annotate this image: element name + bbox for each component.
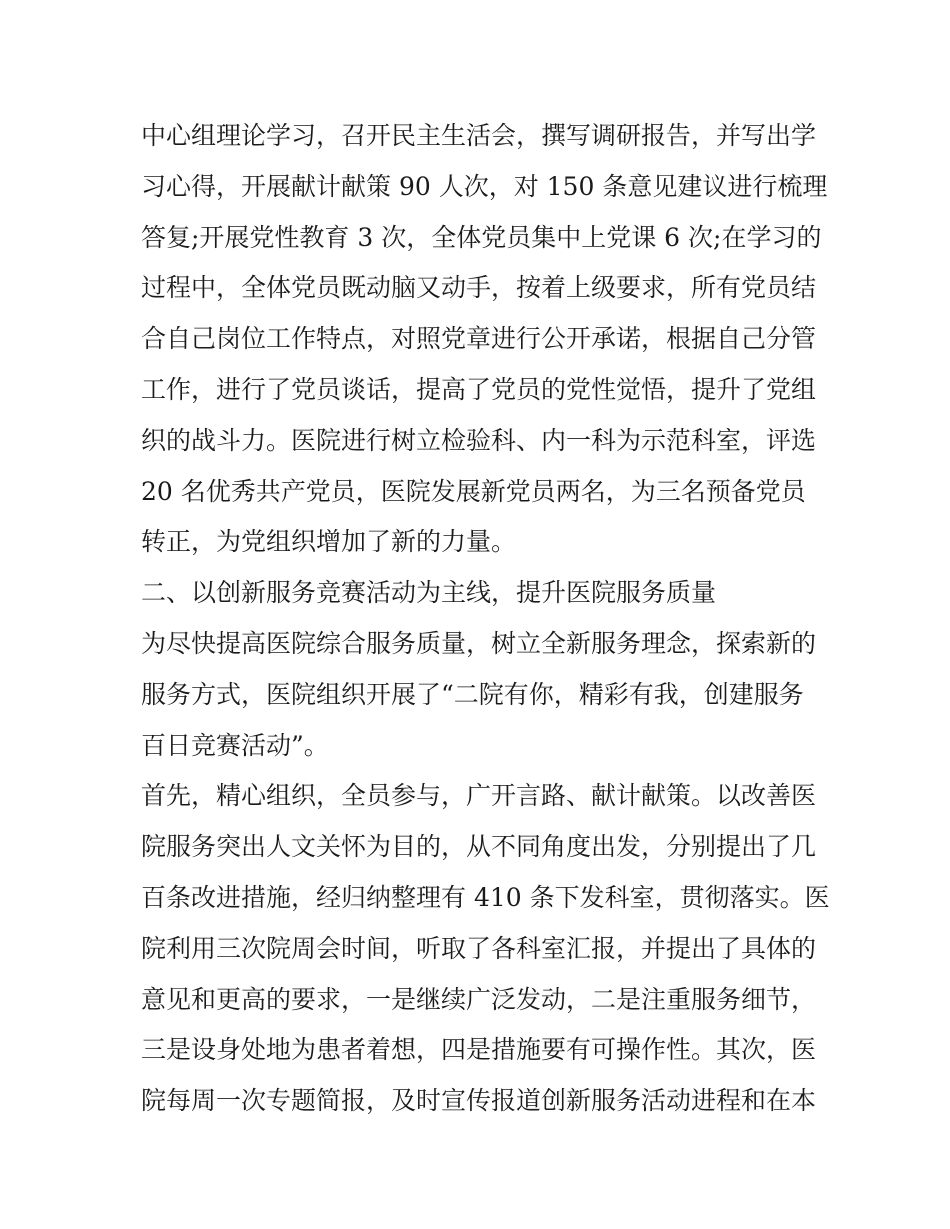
text-line: 习心得，开展献计献策 90 人次，对 150 条意见建议进行梳理 [141,171,828,201]
text-line: 过程中，全体党员既动脑又动手，按着上级要求，所有党员结 [141,273,817,303]
text-line: 工作，进行了党员谈话，提高了党员的党性觉悟，提升了党组 [141,374,817,404]
text-line: 院每周一次专题简报，及时宣传报道创新服务活动进程和在本 [141,1086,817,1116]
text-line: 三是设身处地为患者着想，四是措施要有可操作性。其次，医 [141,1035,817,1065]
text-line: 织的战斗力。医院进行树立检验科、内一科为示范科室，评选 [141,425,817,455]
text-line: 院服务突出人文关怀为目的，从不同角度出发，分别提出了几 [141,832,817,862]
text-line: 合自己岗位工作特点，对照党章进行公开承诺，根据自己分管 [141,324,817,354]
text-line: 为尽快提高医院综合服务质量，树立全新服务理念，探索新的 [141,628,817,658]
text-line: 百日竞赛活动”。 [141,730,329,760]
text-line: 中心组理论学习，召开民主生活会，撰写调研报告，并写出学 [141,121,817,150]
document-body [141,111,830,1127]
section-heading: 二、以创新服务竞赛活动为主线，提升医院服务质量 [141,578,717,608]
text-line: 答复;开展党性教育 3 次，全体党员集中上党课 6 次;在学习的 [141,222,822,252]
text-line: 首先，精心组织，全员参与，广开言路、献计献策。以改善医 [141,781,817,811]
text-line: 院利用三次院周会时间，听取了各科室汇报，并提出了具体的 [141,933,817,963]
text-line: 服务方式，医院组织开展了“二院有你，精彩有我，创建服务 [141,679,804,709]
text-line: 百条改进措施，经归纳整理有 410 条下发科室，贯彻落实。医 [141,882,830,912]
text-line: 20 名优秀共产党员，医院发展新党员两名，为三名预备党员 [141,476,806,506]
text-line: 转正，为党组织增加了新的力量。 [141,527,517,557]
text-line: 意见和更高的要求，一是继续广泛发动，二是注重服务细节， [141,984,817,1014]
